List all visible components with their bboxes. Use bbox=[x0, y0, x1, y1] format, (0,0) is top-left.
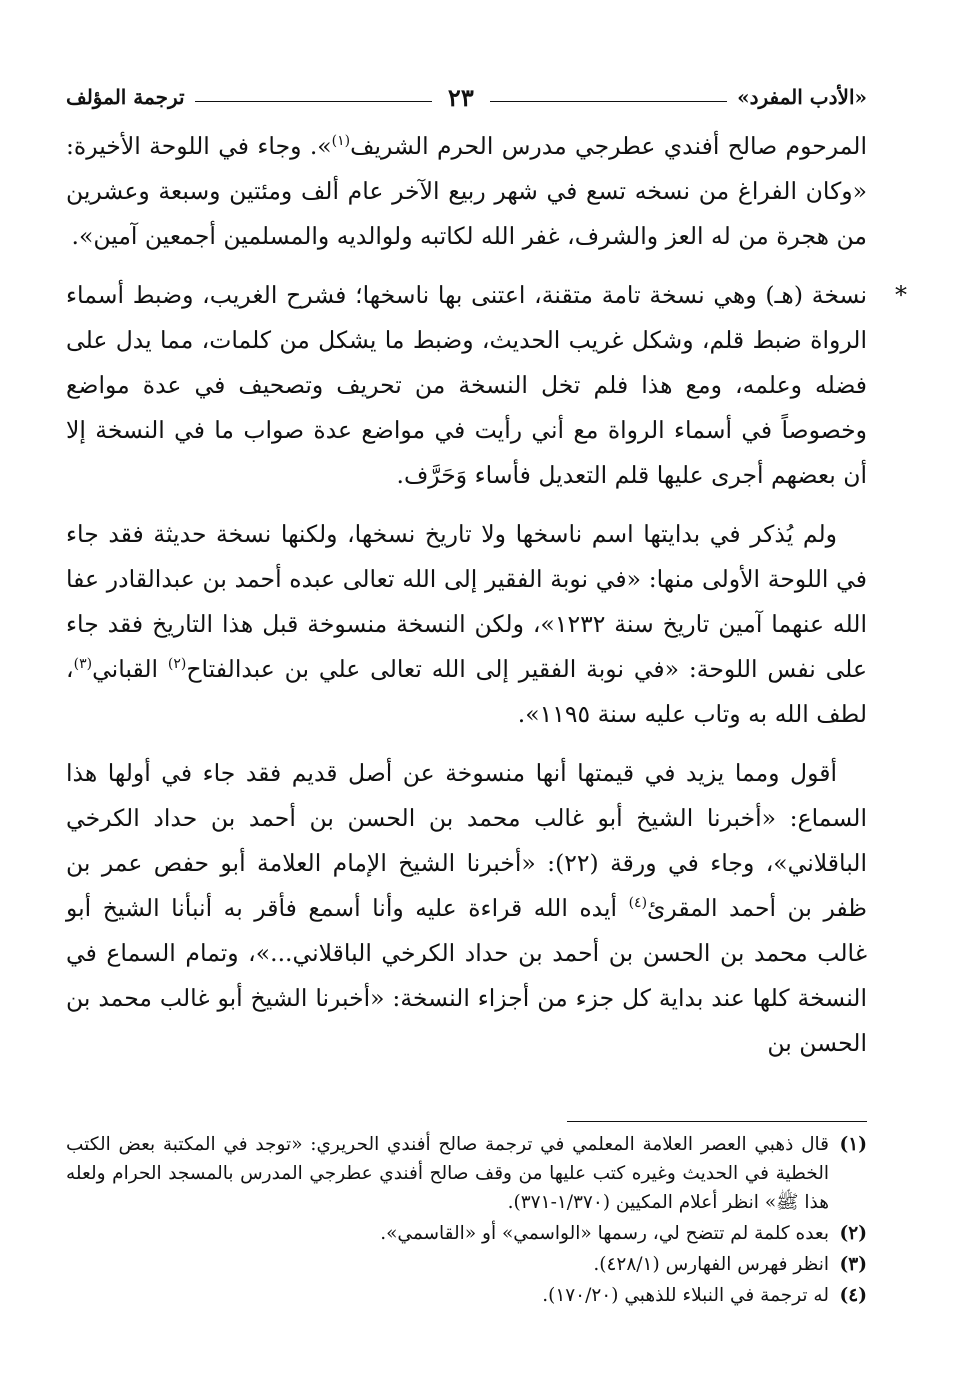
footnote-2: (٢) بعده كلمة لم تتضح لي، رسمها «الواسمي» أو «القاسمي». bbox=[380, 1223, 867, 1244]
footnote-ref-4: (٤) bbox=[628, 895, 648, 912]
footnote-ref-1: (١) bbox=[331, 133, 351, 150]
footnote-separator bbox=[567, 1121, 867, 1122]
footnote-4: (٤) له ترجمة في النبلاء للذهبي (١٧٠/٢٠). bbox=[542, 1285, 867, 1306]
bullet-item bbox=[66, 273, 907, 498]
footnote-ref-2: (٢) bbox=[167, 656, 187, 673]
main-text bbox=[66, 124, 907, 1066]
paragraph-4: أقول ومما يزيد في قيمتها أنها منسوخة عن أصل قديم فقد جاء في أولها هذا السماع: «أخبرنا الشيخ أبو غالب محمد بن الحسن بن أحمد بن حداد الكرخي الباقلاني»، وجاء في ورقة (٢٢): «أخبرنا الشيخ الإمام العلامة أبو حفص عمر بن ظفر بن أحمد المقرئ$^{(٤)}$ أيده الله قراءة عليه وأنا أسمع فأقر به أنبأنا الشيخ أبو غالب محمد بن الحسن بن أحمد بن حداد الكرخي الباقلاني...»، وتمام السماع في النسخة كلها عند بداية كل جزء من أجزاء النسخة: «أخبرنا الشيخ أبو غالب محمد بن الحسن بن bbox=[66, 759, 867, 1057]
header-book-title: «الأدب المفرد» bbox=[737, 85, 867, 109]
header-rule-right bbox=[490, 101, 727, 102]
header-section-title: ترجمة المؤلف bbox=[66, 85, 185, 109]
paragraph-2: نسخة (هـ) وهي نسخة تامة متقنة، اعتنى بها ناسخها؛ فشرح الغريب، وضبط أسماء الرواة ضبط قلم، وشكل غريب الحديث، وضبط ما يشكل من كلمات، مما يدل على فضله وعلمه، ومع هذا فلم تخل النسخة من تحريف وتصحيف في عدة مواضع وخصوصاً في أسماء الرواة مع أني رأيت في مواضع عدة صواب ما في النسخة إلا أن بعضهم أجرى عليها قلم التعديل فأساء وَحَرَّف. bbox=[66, 281, 867, 489]
running-header bbox=[66, 80, 867, 114]
header-rule-left bbox=[195, 101, 432, 102]
footnote-1: (١) قال ذهبي العصر العلامة المعلمي في ترجمة صالح أفندي الحريري: «توجد في المكتبة بعض الكتب الخطية في الحديث وغيره كتب عليها من وقف صالح أفندي عطرجي المدرس بالمسجد الحرام ولعله هذا ﷺ» انظر أعلام المكيين (١/٣٧٠-٣٧١). bbox=[66, 1134, 867, 1213]
footnote-3: (٣) انظر فهرس الفهارس (٤٢٨/١). bbox=[593, 1254, 867, 1275]
footnote-ref-3: (٣) bbox=[73, 656, 93, 673]
footnotes bbox=[66, 1130, 867, 1312]
paragraph-3: ولم يُذكر في بدايتها اسم ناسخها ولا تاريخ نسخها، ولكنها نسخة حديثة فقد جاء في اللوحة الأولى منها: «في نوبة الفقير إلى الله تعالى عبده أحمد بن عبدالقادر عفا الله عنهما آمين تاريخ سنة ١٢٣٢»، ولكن النسخة منسوخة قبل هذا التاريخ فقد جاء على نفس اللوحة: «في نوبة الفقير إلى الله تعالى علي بن عبدالفتاح$^{(٢)}$ القباني$^{(٣)}$، لطف الله به وتاب عليه سنة ١١٩٥». bbox=[66, 520, 867, 728]
asterisk-bullet-icon: * bbox=[895, 281, 907, 309]
paragraph-1: المرحوم صالح أفندي عطرجي مدرس الحرم الشريف$^{(١)}$». وجاء في اللوحة الأخيرة: «وكان الفراغ من نسخه تسع في شهر ربيع الآخر عام ألف ومئتين وسبعة وعشرين من هجرة من له العز والشرف، غفر الله لكاتبه ولوالديه والمسلمين أجمعين آمين». bbox=[66, 132, 867, 250]
page-number: ٢٣ bbox=[447, 82, 474, 112]
